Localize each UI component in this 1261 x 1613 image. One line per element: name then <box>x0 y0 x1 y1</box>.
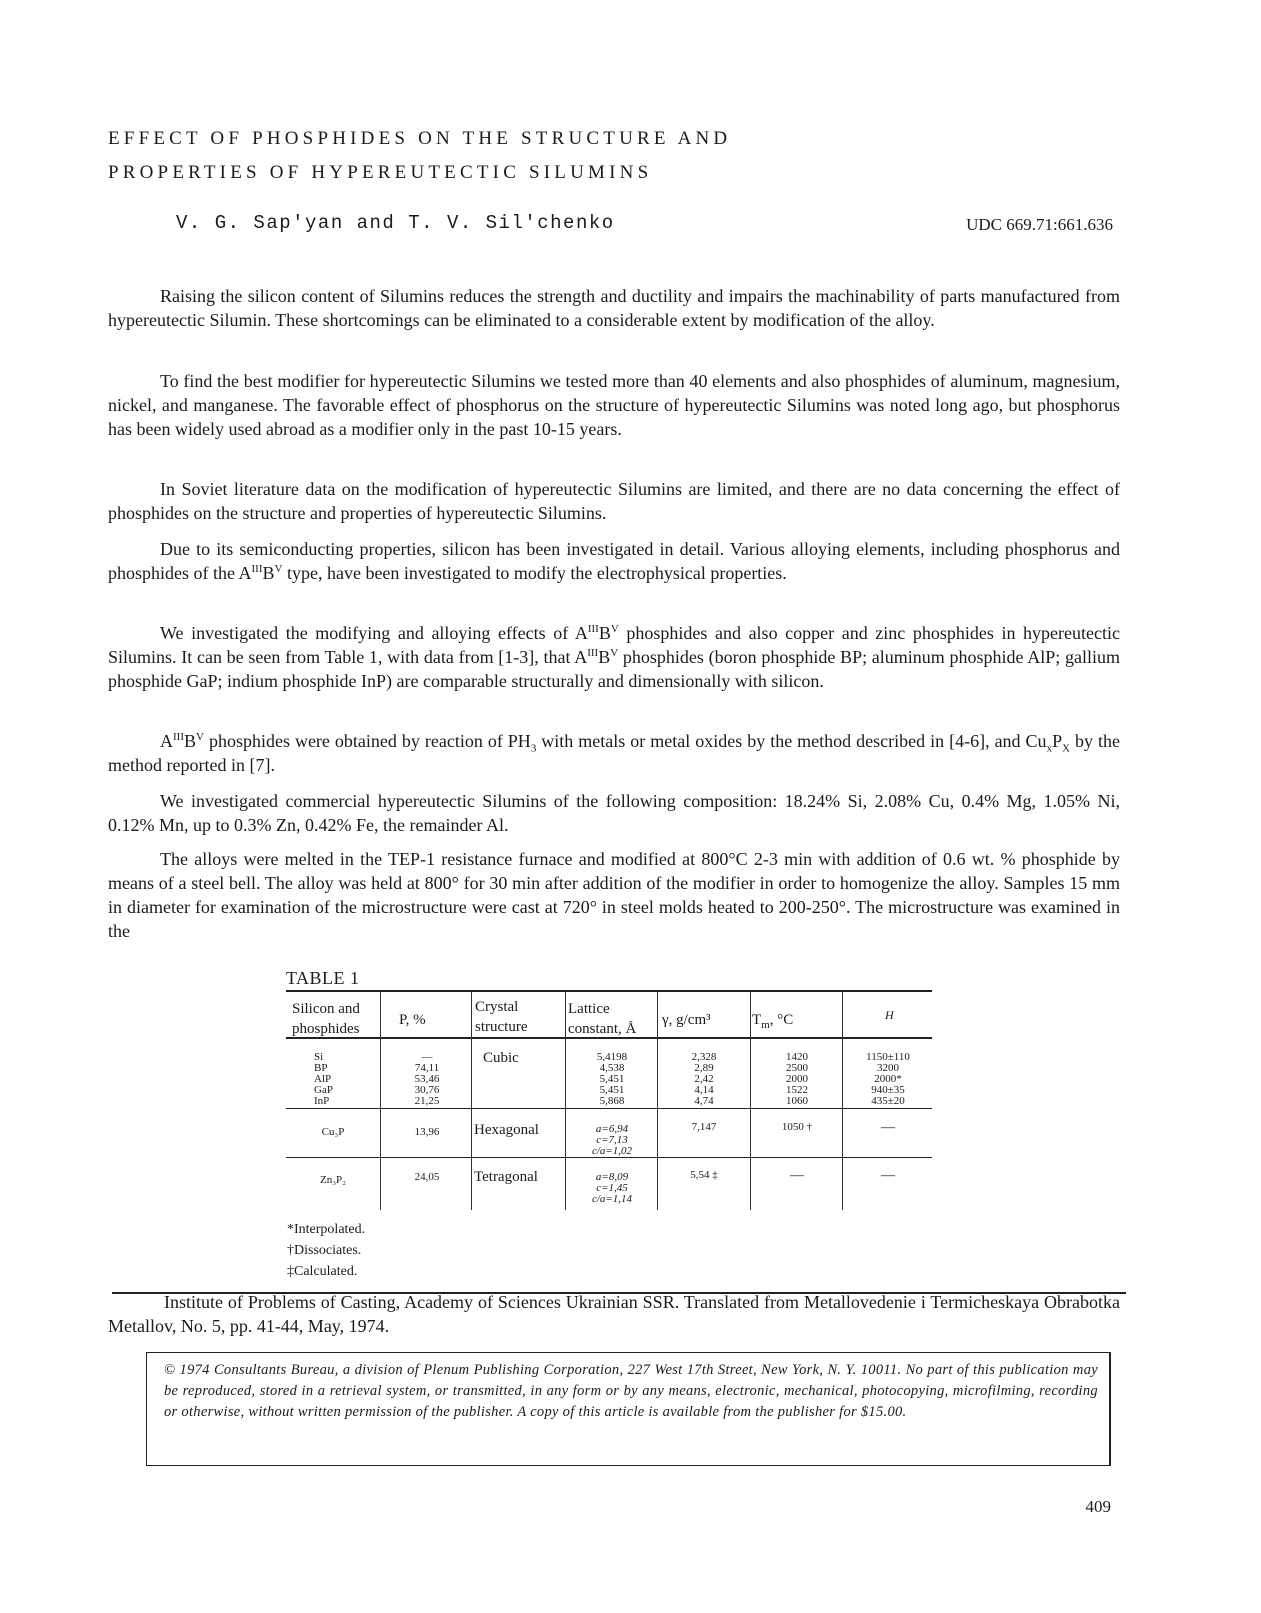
table-column-divider <box>842 992 843 1210</box>
table-row-rule <box>286 1108 932 1109</box>
cubic-p-values: — 74,11 53,46 30,76 21,25 <box>414 1051 440 1107</box>
title-line-2: PROPERTIES OF HYPEREUTECTIC SILUMINS <box>108 162 653 183</box>
title-line-1: EFFECT OF PHOSPHIDES ON THE STRUCTURE AND <box>108 128 732 149</box>
zn3p2-structure: Tetragonal <box>474 1169 538 1185</box>
zn3p2-tm: — <box>790 1168 804 1183</box>
cu3p-lattice: a=6,94 c=7,13 c/a=1,02 <box>591 1123 633 1157</box>
paragraph-1: Raising the silicon content of Silumins reduces the strength and ductility and impairs the machinability of parts manufactured from hypereutectic Silumin. These shortcomings can be eliminated to a considerable extent by modification of the alloy. <box>108 286 1120 330</box>
cubic-tm-values: 1420 2500 2000 1522 1060 <box>786 1051 808 1107</box>
paragraph-4: Due to its semiconducting properties, silicon has been investigated in detail. Various alloying elements, including phosphorus and phosphides of the $A^{III}B^V$ type, have been investigated to modify the electrophysical properties. <box>108 539 1120 583</box>
cubic-names: Si BP AlP GaP InP <box>314 1051 333 1107</box>
cubic-structure: Cubic <box>483 1050 519 1066</box>
header-hardness: H <box>885 1008 894 1022</box>
header-density: γ, g/cm³ <box>662 1012 711 1028</box>
footnote-calculated: ‡Calculated. <box>287 1264 358 1279</box>
paragraph-7: We investigated commercial hypereutectic Silumins of the following composition: 18.24% Si, 2.08% Cu, 0.4% Mg, 1.05% Ni, 0.12% Mn, up to 0.3% Zn, 0.42% Fe, the remainder Al. <box>108 791 1120 835</box>
table-top-rule <box>286 990 932 992</box>
zn3p2-name: Zn₃P₂ <box>319 1174 346 1186</box>
table-caption: TABLE 1 <box>286 968 360 988</box>
zn3p2-p: 24,05 <box>414 1171 440 1183</box>
paragraph-8: The alloys were melted in the TEP-1 resistance furnace and modified at 800°C 2-3 min with addition of 0.6 wt. % phosphide by means of a steel bell. The alloy was held at 800° for 30 min after addition of the modifier in order to homogenize the alloy. Samples 15 mm in diameter for examination of the microstructure were cast at 720° in steel molds heated to 200-250°. The microstructure was examined in the <box>108 849 1120 941</box>
cubic-lattice-values: 5,4198 4,538 5,451 5,451 5,868 <box>596 1051 628 1107</box>
page-number: 409 <box>1085 1497 1111 1516</box>
zn3p2-lattice: a=8,09 c=1,45 c/a=1,14 <box>591 1171 633 1205</box>
cu3p-name: Cu₃P <box>321 1126 345 1138</box>
udc-code: UDC 669.71:661.636 <box>966 215 1113 234</box>
zn3p2-h: — <box>881 1168 895 1183</box>
footnote-dissociates: †Dissociates. <box>287 1243 362 1258</box>
header-lattice-constant: Lattice constant, Å <box>568 1001 637 1037</box>
footnote-interpolated: *Interpolated. <box>287 1222 366 1237</box>
cu3p-structure: Hexagonal <box>474 1122 539 1138</box>
table-row-rule <box>286 1157 932 1158</box>
cu3p-density: 7,147 <box>691 1121 717 1133</box>
paragraph-5: We investigated the modifying and alloying effects of $A^{III}B^V$ phosphides and also copper and zinc phosphides in hypereutectic Silumins. It can be seen from Table 1, with data from [1-3], that $A^{III}B^V$ phosphides (boron phosphide BP; aluminum phosphide AlP; gallium phosphide GaP; indium phosphide InP) are comparable structurally and dimensionally with silicon. <box>108 623 1120 691</box>
cu3p-tm: 1050 † <box>781 1121 813 1133</box>
table-column-divider <box>565 992 566 1210</box>
cu3p-h: — <box>881 1120 895 1135</box>
table-column-divider <box>657 992 658 1210</box>
authors: V. G. Sap'yan and T. V. Sil'chenko <box>176 212 615 234</box>
zn3p2-density: 5,54 ‡ <box>690 1169 718 1181</box>
paragraph-6: $A^{III}B^V$ phosphides were obtained by reaction of $PH_3$ with metals or metal oxides by the method described in [4-6], and $Cu_xP_X$ by the method reported in [7]. <box>108 731 1120 775</box>
header-melting-temperature: $T_m$, °C <box>752 1012 794 1031</box>
header-crystal-structure: Crystal structure <box>475 999 528 1035</box>
header-p-percent: P, % <box>399 1012 426 1028</box>
table-column-divider <box>380 992 381 1210</box>
table-column-divider <box>471 992 472 1210</box>
paragraph-3: In Soviet literature data on the modification of hypereutectic Silumins are limited, and there are no data concerning the effect of phosphides on the structure and properties of hypereutectic Silumins. <box>108 479 1120 523</box>
paragraph-2: To find the best modifier for hypereutectic Silumins we tested more than 40 elements and also phosphides of aluminum, magnesium, nickel, and manganese. The favorable effect of phosphorus on the structure of hypereutectic Silumins was noted long ago, but phosphorus has been widely used abroad as a modifier only in the past 10-15 years. <box>108 371 1120 439</box>
cubic-density-values: 2,328 2,89 2,42 4,14 4,74 <box>691 1051 717 1107</box>
header-silicon-and-phosphides: Silicon and phosphides <box>292 1001 360 1037</box>
table-column-divider <box>750 992 751 1210</box>
institute-note: Institute of Problems of Casting, Academy of Sciences Ukrainian SSR. Translated from Metallovedenie i Termicheskaya Obrabotka Metallov, No. 5, pp. 41-44, May, 1974. <box>108 1292 1120 1336</box>
cubic-h-values: 1150±110 3200 2000* 940±35 435±20 <box>866 1051 910 1107</box>
copyright-notice: © 1974 Consultants Bureau, a division of Plenum Publishing Corporation, 227 West 17th Street, New York, N. Y. 10011. No part of this publication may be reproduced, stored in a retrieval system, or transmitted, in any form or by any means, electronic, mechanical, photocopying, microfilming, recording or otherwise, without written permission of the publisher. A copy of this article is available from the publisher for $15.00. <box>164 1362 1098 1420</box>
cu3p-p: 13,96 <box>414 1126 440 1138</box>
